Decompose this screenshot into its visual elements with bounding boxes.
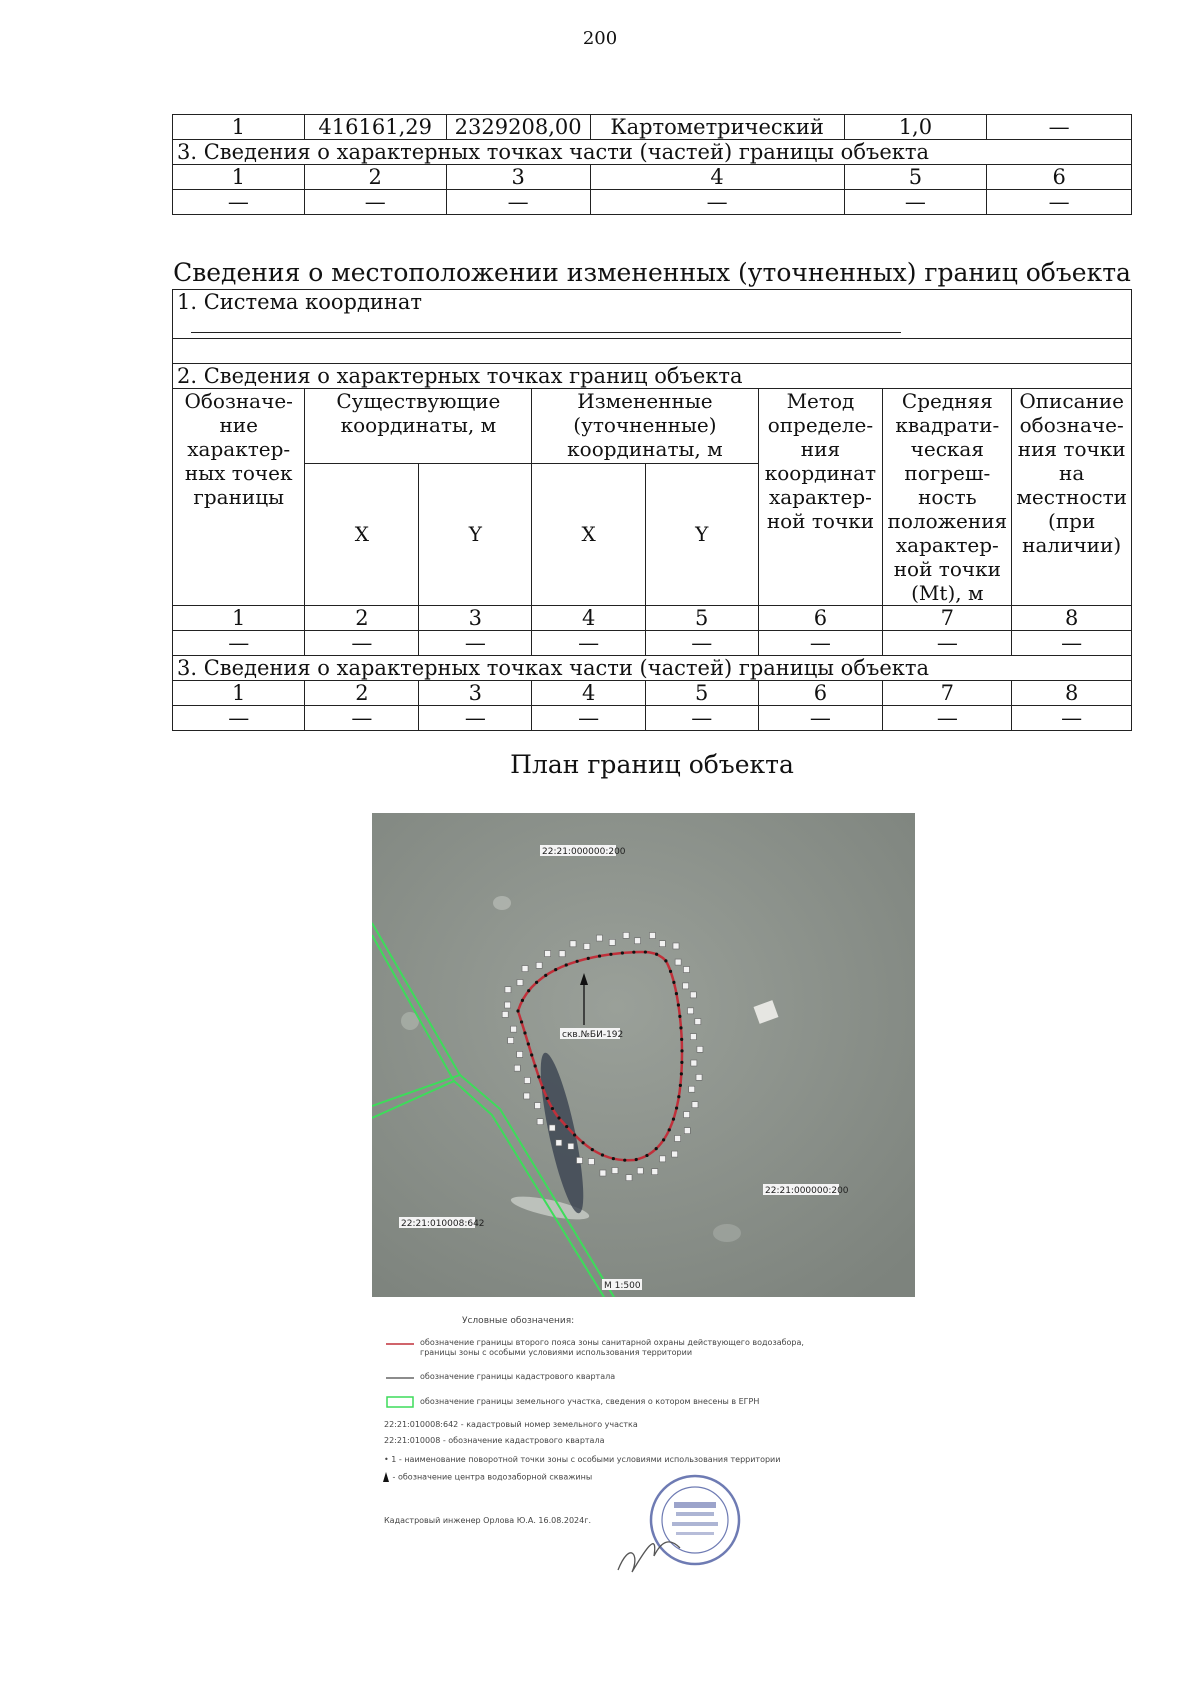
point-label-box: [505, 987, 511, 993]
point-label-box: [609, 939, 615, 945]
turn-point: [516, 1009, 519, 1012]
cell: 7: [883, 681, 1012, 706]
turn-point: [675, 1106, 678, 1109]
point-label-box: [692, 1102, 698, 1108]
point-label-box: [524, 1093, 530, 1099]
point-label-box: [570, 941, 576, 947]
point-label-box: [635, 938, 641, 944]
point-label-box: [522, 966, 528, 972]
turn-point: [644, 950, 647, 953]
point-label-box: [556, 1140, 562, 1146]
cell: 3: [446, 165, 590, 190]
turn-point: [573, 1133, 576, 1136]
cell: 5: [645, 681, 758, 706]
turn-point: [679, 1084, 682, 1087]
section-title-changed-bounds: Сведения о местоположении измененных (уточненных) границ объекта: [173, 258, 1131, 287]
cell: —: [844, 190, 987, 215]
table-row: [173, 190, 1132, 215]
turn-point: [530, 1053, 533, 1056]
ground-spot: [713, 1224, 741, 1242]
turn-point: [609, 953, 612, 956]
point-label-box: [673, 943, 679, 949]
cell: —: [883, 631, 1012, 656]
cell: Картометрический: [590, 115, 844, 140]
turn-point: [576, 960, 579, 963]
cell: 3: [419, 681, 532, 706]
cell: 6: [987, 165, 1132, 190]
turn-point: [612, 1157, 615, 1160]
turn-point: [535, 981, 538, 984]
turn-point: [680, 1072, 683, 1075]
header-designation: Обозначе- ние характер- ных точек границы: [173, 389, 305, 606]
cell: —: [758, 631, 883, 656]
header-x-existing: X: [305, 463, 419, 605]
cell: 1: [173, 606, 305, 631]
cell: —: [173, 631, 305, 656]
point-label-box: [577, 1157, 583, 1163]
table-row: [173, 290, 1132, 339]
point-label-box: [675, 959, 681, 965]
header-mean-error: Средняя квадрати- ческая погреш- ность положения характер- ной точки (Mt), м: [883, 389, 1012, 606]
point-label-box: [517, 1051, 523, 1057]
point-label-box: [536, 962, 542, 968]
point-label-box: [688, 1008, 694, 1014]
table-row: [173, 656, 1132, 681]
turn-point: [565, 963, 568, 966]
page-number: 200: [582, 28, 618, 49]
turn-point: [581, 1141, 584, 1144]
turn-point: [677, 1003, 680, 1006]
header-description: Описание обозначе- ния точки на местности (при наличии): [1012, 389, 1132, 606]
turn-point: [527, 989, 530, 992]
ground-spot: [493, 896, 511, 910]
point-label-box: [508, 1038, 514, 1044]
cell: —: [419, 631, 532, 656]
cell: 6: [758, 681, 883, 706]
cell: 6: [758, 606, 883, 631]
point-label-box: [695, 1019, 701, 1025]
boundary-plan-map: [372, 813, 915, 1297]
cell: 4: [590, 165, 844, 190]
point-label-box: [545, 951, 551, 957]
cell: 1: [173, 165, 305, 190]
header-row: [173, 389, 1132, 464]
point-label-box: [649, 933, 655, 939]
quarter-label-right: 22:21:000000:200: [765, 1186, 849, 1196]
cell: —: [304, 190, 446, 215]
scale-label: М 1:500: [604, 1281, 641, 1291]
point-label-box: [659, 941, 665, 947]
point-label-box: [623, 932, 629, 938]
point-label-box: [683, 983, 689, 989]
seal-stamp: [610, 1460, 760, 1610]
point-label-box: [584, 943, 590, 949]
cell: —: [1012, 631, 1132, 656]
coord-system-row: [173, 290, 1132, 339]
cell: —: [305, 706, 419, 731]
point-label-box: [626, 1175, 632, 1181]
legend-title: Условные обозначения:: [462, 1316, 575, 1326]
turn-point: [678, 1015, 681, 1018]
cell: 2329208,00: [446, 115, 590, 140]
cell: 4: [532, 606, 646, 631]
turn-point: [635, 1158, 638, 1161]
cell: —: [758, 706, 883, 731]
cell: —: [532, 631, 646, 656]
table-row: [173, 339, 1132, 364]
turn-point: [544, 974, 547, 977]
turn-point: [621, 951, 624, 954]
legend-cad-quarter: 22:21:010008 - обозначение кадастрового квартала: [384, 1436, 605, 1445]
turn-point: [655, 953, 658, 956]
turn-point: [541, 1086, 544, 1089]
turn-point: [680, 1049, 683, 1052]
turn-point: [598, 954, 601, 957]
table-row: [173, 631, 1132, 656]
point-label-box: [537, 1119, 543, 1125]
cell: 2: [305, 606, 419, 631]
legend-quarter: обозначение границы кадастрового квартала: [380, 1372, 940, 1384]
point-label-box: [514, 1065, 520, 1071]
cell: —: [419, 706, 532, 731]
cell: 416161,29: [304, 115, 446, 140]
cell: 1: [173, 681, 305, 706]
legend-cad-number: 22:21:010008:642 - кадастровый номер земельного участка: [384, 1420, 638, 1429]
turn-point: [546, 1097, 549, 1100]
header-method: Метод определе- ния координат характер- ной точки: [758, 389, 883, 606]
cell: —: [590, 190, 844, 215]
turn-point: [668, 1128, 671, 1131]
point-label-box: [588, 1159, 594, 1165]
well-label: скв.№БИ-192: [562, 1030, 624, 1040]
header-x-changed: X: [532, 463, 646, 605]
turn-point: [521, 999, 524, 1002]
cell: 4: [532, 681, 646, 706]
point-label-box: [690, 1034, 696, 1040]
header-y-existing: Y: [419, 463, 532, 605]
turn-point: [645, 1154, 648, 1157]
point-label-box: [612, 1168, 618, 1174]
point-label-box: [568, 1143, 574, 1149]
point-label-box: [502, 1011, 508, 1017]
cell: —: [173, 706, 305, 731]
turn-point: [675, 992, 678, 995]
plan-title: План границ объекта: [510, 750, 794, 779]
point-label-box: [675, 1135, 681, 1141]
table-row: [173, 706, 1132, 731]
engineer-signature-line: Кадастровый инженер Орлова Ю.А. 16.08.2024г.: [384, 1516, 591, 1525]
table-row: [173, 606, 1132, 631]
cell: 5: [645, 606, 758, 631]
quarter-label-top: 22:21:000000:200: [542, 847, 626, 857]
point-label-box: [535, 1103, 541, 1109]
point-label-box: [505, 1002, 511, 1008]
turn-point: [601, 1153, 604, 1156]
points-table-top: [172, 114, 1132, 215]
turn-point: [680, 1061, 683, 1064]
turn-point: [537, 1075, 540, 1078]
point-label-box: [596, 935, 602, 941]
table-row: [173, 364, 1132, 389]
turn-point: [623, 1159, 626, 1162]
cell: 8: [1012, 606, 1132, 631]
turn-point: [551, 1107, 554, 1110]
turn-point: [672, 981, 675, 984]
turn-point: [664, 959, 667, 962]
cell: 3: [419, 606, 532, 631]
cell: —: [532, 706, 646, 731]
coord-system-label: 1. Система координат: [177, 290, 423, 314]
section-heading: 3. Сведения о характерных точках части (частей) границы объекта: [173, 656, 1132, 681]
parcel-label: 22:21:010008:642: [401, 1219, 485, 1229]
turn-point: [591, 1148, 594, 1151]
cell: —: [446, 190, 590, 215]
point-label-box: [637, 1168, 643, 1174]
point-label-box: [660, 1156, 666, 1162]
cell: —: [173, 190, 305, 215]
turn-point: [680, 1038, 683, 1041]
point-label-box: [549, 1125, 555, 1131]
section-heading: 3. Сведения о характерных точках части (частей) границы объекта: [173, 140, 1132, 165]
point-label-box: [696, 1074, 702, 1080]
cell: 7: [883, 606, 1012, 631]
point-label-box: [511, 1026, 517, 1032]
cell: —: [305, 631, 419, 656]
point-label-box: [652, 1169, 658, 1175]
zone-line-symbol: [386, 1342, 414, 1346]
turn-point: [672, 1118, 675, 1121]
cell: 5: [844, 165, 987, 190]
cell: —: [1012, 706, 1132, 731]
cell: 1,0: [844, 115, 987, 140]
legend-zone: обозначение границы второго пояса зоны санитарной охраны действующего водозабора, границы зоны с особыми условиями использования территории: [380, 1338, 940, 1362]
header-y-changed: Y: [645, 463, 758, 605]
parcel-box-symbol: [386, 1396, 414, 1408]
turn-point: [662, 1138, 665, 1141]
cell: —: [987, 115, 1132, 140]
turn-point: [557, 1116, 560, 1119]
point-label-box: [689, 1086, 695, 1092]
table-row: [173, 681, 1132, 706]
turn-point: [565, 1125, 568, 1128]
turn-point: [632, 951, 635, 954]
turn-point: [587, 957, 590, 960]
cell: 2: [304, 165, 446, 190]
cell: —: [883, 706, 1012, 731]
header-changed-coords: Измененные (уточненные) координаты, м: [532, 389, 758, 464]
changed-bounds-table: [172, 289, 1132, 731]
turn-point: [669, 970, 672, 973]
point-label-box: [697, 1046, 703, 1052]
turn-point: [527, 1042, 530, 1045]
turn-point: [534, 1064, 537, 1067]
turn-point: [520, 1020, 523, 1023]
turn-point: [523, 1031, 526, 1034]
well-center-icon: [382, 1472, 390, 1482]
cell: —: [645, 706, 758, 731]
point-label-box: [524, 1077, 530, 1083]
point-label-box: [684, 1128, 690, 1134]
cell: 2: [305, 681, 419, 706]
cell: 8: [1012, 681, 1132, 706]
section-heading: 2. Сведения о характерных точках границ объекта: [173, 364, 1132, 389]
point-label-box: [672, 1151, 678, 1157]
turn-point: [554, 968, 557, 971]
point-label-box: [600, 1170, 606, 1176]
turn-point: [655, 1147, 658, 1150]
header-existing-coords: Существующие координаты, м: [305, 389, 532, 464]
empty-cell: [173, 339, 1132, 364]
point-label-box: [683, 967, 689, 973]
point-label-box: [517, 980, 523, 986]
point-label-box: [559, 951, 565, 957]
cell: 1: [173, 115, 305, 140]
point-label-box: [690, 992, 696, 998]
point-label-box: [684, 1112, 690, 1118]
legend-turn-point: • 1 - наименование поворотной точки зоны с особыми условиями использования территории: [384, 1455, 781, 1464]
turn-point: [679, 1026, 682, 1029]
legend-well-center: - обозначение центра водозаборной скважины: [382, 1472, 592, 1483]
cell: —: [645, 631, 758, 656]
point-label-box: [691, 1060, 697, 1066]
table-row: [173, 115, 1132, 140]
quarter-line-symbol: [386, 1376, 414, 1380]
table-row: [173, 165, 1132, 190]
legend-parcel: обозначение границы земельного участка, сведения о котором внесены в ЕГРН: [380, 1396, 940, 1410]
table-row: [173, 140, 1132, 165]
turn-point: [677, 1095, 680, 1098]
cell: —: [987, 190, 1132, 215]
coord-system-blank-line: [191, 318, 901, 333]
